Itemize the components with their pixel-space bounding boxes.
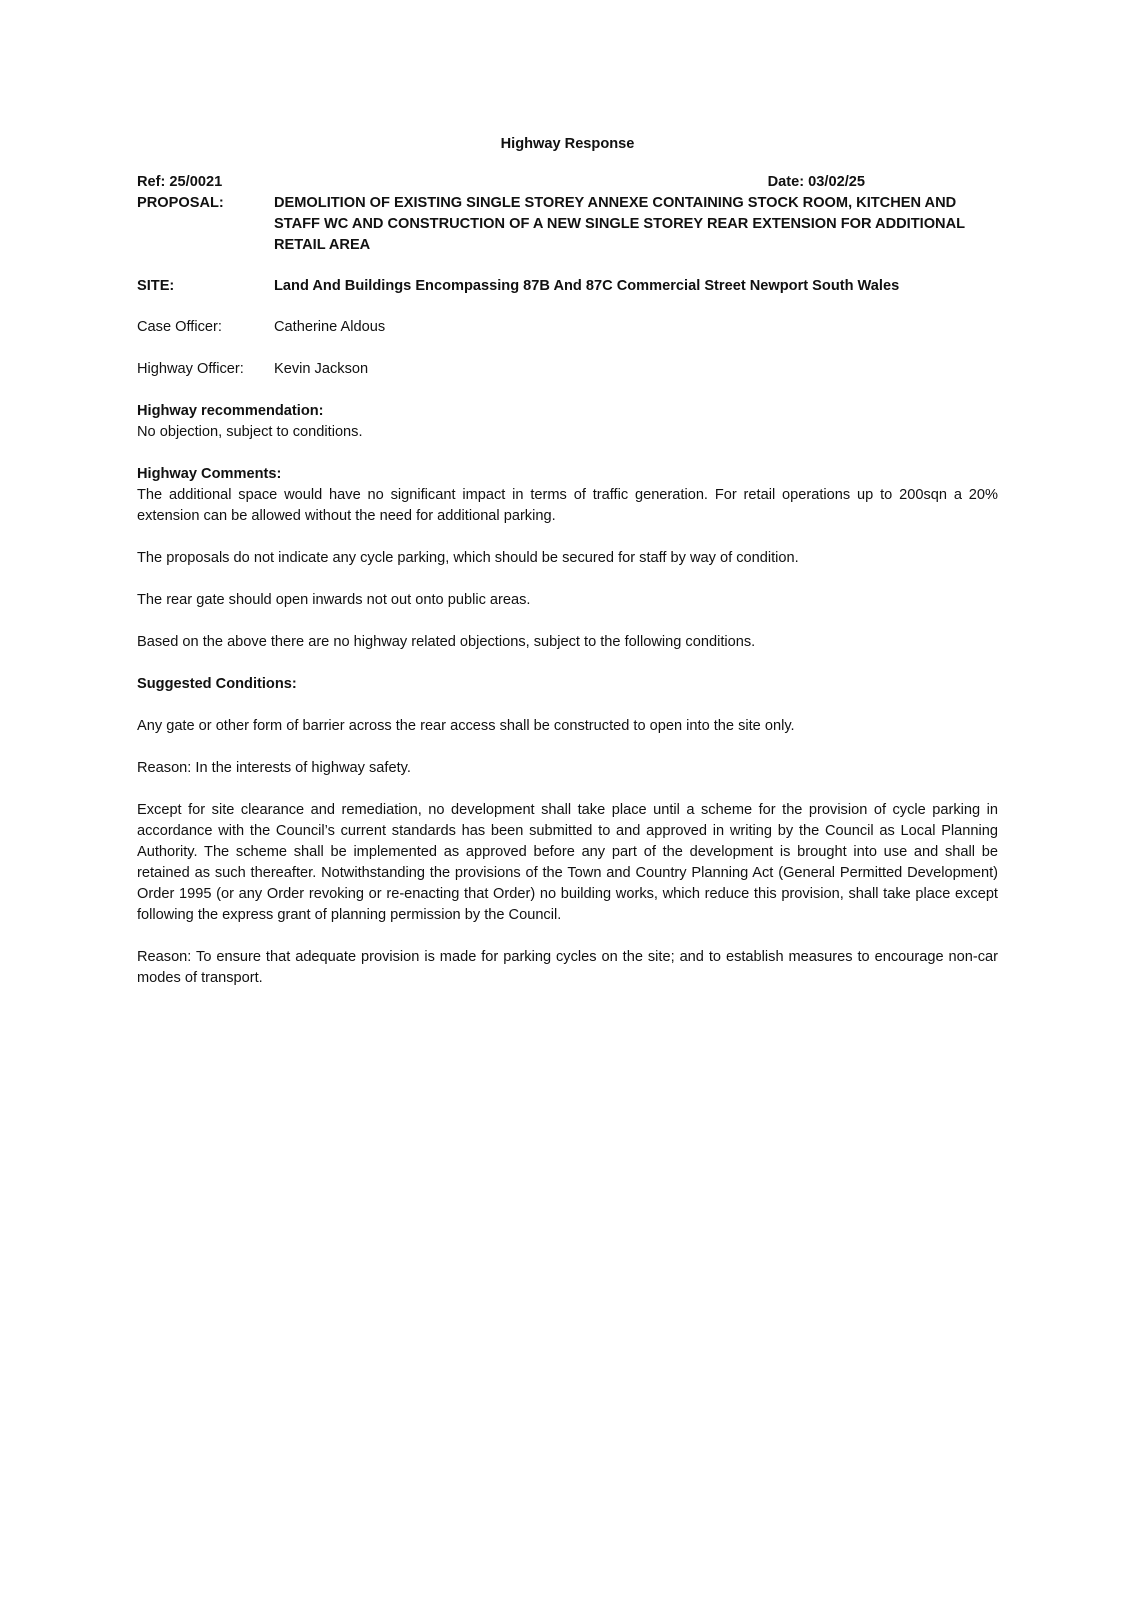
highway-officer-name: Kevin Jackson	[274, 361, 369, 377]
ref-date-row	[137, 172, 998, 193]
site-label: SITE:	[137, 278, 175, 294]
conditions-section	[137, 674, 998, 989]
condition-reason: Reason: In the interests of highway safety.	[137, 760, 411, 776]
recommendation-heading: Highway recommendation:	[137, 403, 324, 419]
document-date: Date: 03/02/25	[767, 174, 865, 190]
document-title: Highway Response	[500, 136, 635, 152]
conditions-heading: Suggested Conditions:	[137, 676, 297, 692]
condition-paragraph: Except for site clearance and remediation, no development shall take place until a scheme for the provision of cycle parking in accordance with the Council’s current standards has been submitted to and approved in writing by the Council as Local Planning Authority. The scheme shall be implemented as approved before any part of the development is brought into use and shall be retained as such thereafter. Notwithstanding the provisions of the Town and Country Planning Act (General Permitted Development) Order 1995 (or any Order revoking or re-enacting that Order) no building works, which reduce this provision, shall take place except following the express grant of planning permission by the Council.	[137, 802, 998, 923]
condition-paragraph: Any gate or other form of barrier across the rear access shall be constructed to open into the site only.	[137, 718, 795, 734]
case-officer-row	[137, 317, 998, 338]
reference-number: Ref: 25/0021	[137, 174, 223, 190]
condition-reason: Reason: To ensure that adequate provision is made for parking cycles on the site; and to establish measures to encourage non-car modes of transport.	[137, 949, 998, 986]
proposal-label: PROPOSAL:	[137, 195, 224, 211]
comment-paragraph: The additional space would have no significant impact in terms of traffic generation. For retail operations up to 200sqn a 20% extension can be allowed without the need for additional parking.	[137, 487, 998, 524]
highway-officer-label: Highway Officer:	[137, 361, 244, 377]
comment-paragraph: Based on the above there are no highway related objections, subject to the following conditions.	[137, 634, 756, 650]
comment-paragraph: The proposals do not indicate any cycle parking, which should be secured for staff by way of condition.	[137, 550, 799, 566]
case-officer-label: Case Officer:	[137, 319, 222, 335]
proposal-row	[137, 193, 998, 256]
comments-section	[137, 464, 998, 653]
site-text: Land And Buildings Encompassing 87B And 87C Commercial Street Newport South Wales	[274, 278, 900, 294]
highway-officer-row	[137, 359, 998, 380]
comment-paragraph: The rear gate should open inwards not out onto public areas.	[137, 592, 531, 608]
document-page	[137, 134, 998, 1010]
case-officer-name: Catherine Aldous	[274, 319, 386, 335]
site-row	[137, 276, 998, 297]
recommendation-text: No objection, subject to conditions.	[137, 424, 363, 440]
comments-heading: Highway Comments:	[137, 466, 282, 482]
proposal-text: DEMOLITION OF EXISTING SINGLE STOREY ANNEXE CONTAINING STOCK ROOM, KITCHEN AND STAFF WC AND CONSTRUCTION OF A NEW SINGLE STOREY REAR EXTENSION FOR ADDITIONAL RETAIL AREA	[274, 195, 965, 253]
recommendation-section	[137, 401, 998, 443]
